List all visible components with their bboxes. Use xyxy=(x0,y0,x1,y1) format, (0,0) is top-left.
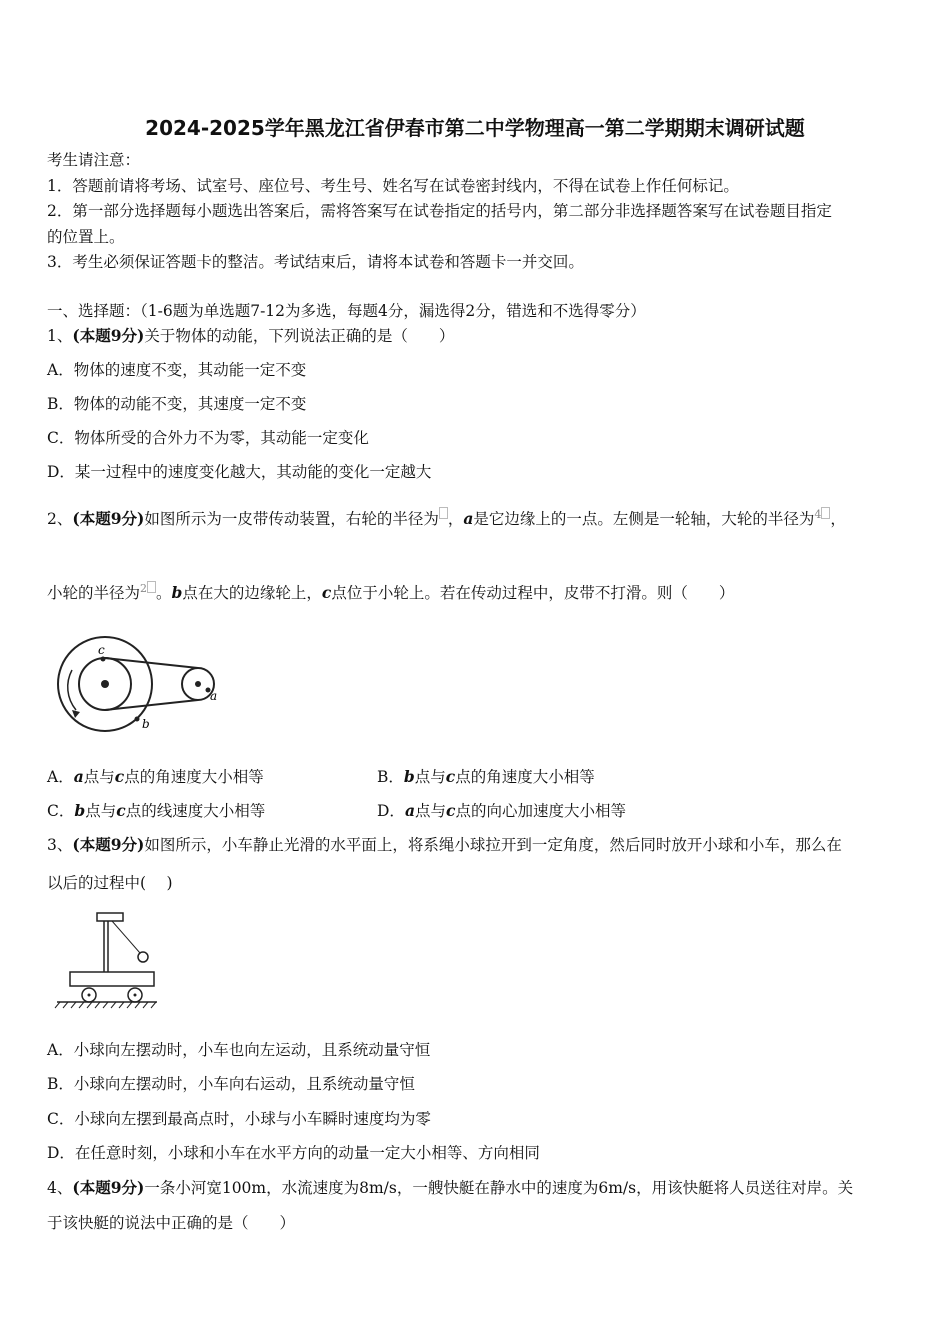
page-title: 2024-2025学年黑龙江省伊春市第二中学物理高一第二学期期末调研试题 xyxy=(145,116,805,140)
question-3-line2: 以后的过程中( ) xyxy=(47,874,173,892)
label-b: b xyxy=(142,717,150,731)
notice-heading: 考生请注意： xyxy=(47,151,141,169)
question-3-line1: 3、(本题9分)如图所示，小车静止光滑的水平面上，将系绳小球拉开到一定角度，然后同时放开小球和小车，那么在 xyxy=(47,835,842,854)
question-1: 1、(本题9分)关于物体的动能，下列说法正确的是（ ） xyxy=(47,326,455,345)
question-2-line2: 小轮的半径为$^2$ 。b点在大的边缘轮上，c点位于小轮上。若在传动过程中，皮带不打滑。则（ ） xyxy=(47,582,735,602)
question-2-line1: 2、(本题9分)如图所示为一皮带传动装置，右轮的半径为 ，a是它边缘上的一点。左侧是一轮轴，大轮的半径为$^4$ ， xyxy=(47,508,846,528)
belt-pulley-figure xyxy=(50,630,230,740)
q1-option-c: C．物体所受的合外力不为零，其动能一定变化 xyxy=(47,429,369,447)
label-a: a xyxy=(210,689,218,703)
label-c: c xyxy=(98,643,105,657)
q1-option-a: A．物体的速度不变，其动能一定不变 xyxy=(47,361,307,379)
cart-pendulum-figure xyxy=(52,910,162,1010)
q3-option-c: C．小球向左摆到最高点时，小球与小车瞬时速度均为零 xyxy=(47,1110,431,1128)
q3-option-b: B．小球向左摆动时，小车向右运动，且系统动量守恒 xyxy=(47,1075,415,1093)
notice-item: 的位置上。 xyxy=(47,228,125,246)
q2-option-b: B．b点与c点的角速度大小相等 xyxy=(377,767,595,786)
question-4-line1: 4、(本题9分)一条小河宽100m，水流速度为8m/s，一艘快艇在静水中的速度为6m/s，用该快艇将人员送往对岸。关 xyxy=(47,1178,854,1197)
notice-item: 2．第一部分选择题每小题选出答案后，需将答案写在试卷指定的括号内，第二部分非选择题答案写在试卷题目指定 xyxy=(47,202,832,220)
section-heading: 一、选择题：（1-6题为单选题7-12为多选，每题4分，漏选得2分，错选和不选得零分） xyxy=(47,302,646,320)
q3-option-d: D．在任意时刻，小球和小车在水平方向的动量一定大小相等、方向相同 xyxy=(47,1144,540,1162)
q1-option-b: B．物体的动能不变，其速度一定不变 xyxy=(47,395,307,413)
q2-option-a: A．a点与c点的角速度大小相等 xyxy=(47,767,264,786)
question-4-line2: 于该快艇的说法中正确的是（ ） xyxy=(47,1214,296,1232)
q1-option-d: D．某一过程中的速度变化越大，其动能的变化一定越大 xyxy=(47,463,432,481)
notice-item: 3．考生必须保证答题卡的整洁。考试结束后，请将本试卷和答题卡一并交回。 xyxy=(47,253,584,271)
q2-option-c: C．b点与c点的线速度大小相等 xyxy=(47,801,266,820)
q3-option-a: A．小球向左摆动时，小车也向左运动，且系统动量守恒 xyxy=(47,1041,431,1059)
notice-item: 1．答题前请将考场、试室号、座位号、考生号、姓名写在试卷密封线内，不得在试卷上作任何标记。 xyxy=(47,177,739,195)
q2-option-d: D．a点与c点的向心加速度大小相等 xyxy=(377,801,626,820)
